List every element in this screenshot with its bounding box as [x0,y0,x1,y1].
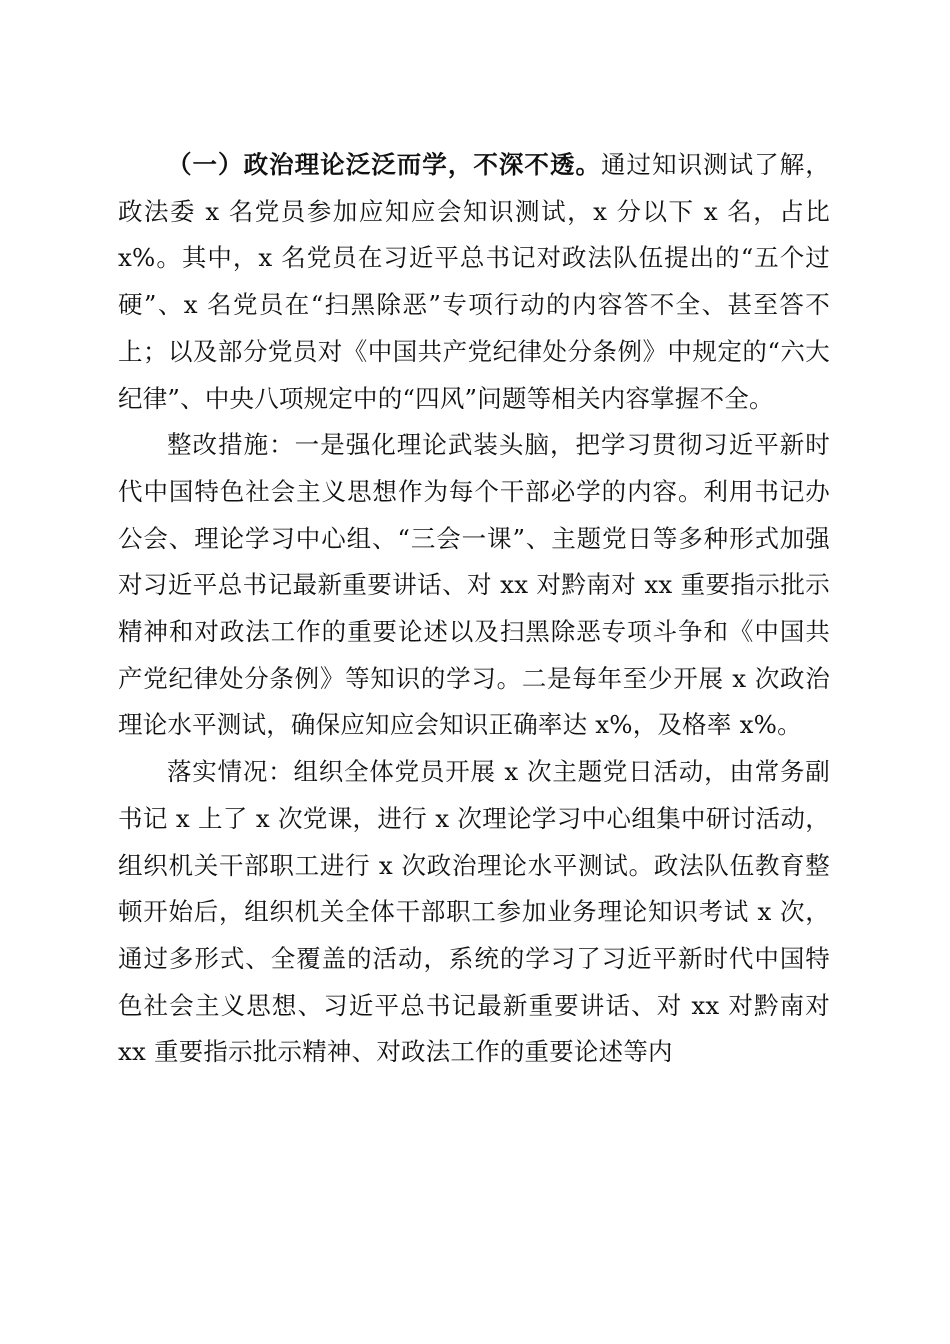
paragraph-measures: 整改措施：一是强化理论武装头脑，把学习贯彻习近平新时代中国特色社会主义思想作为每个干部必学的内容。利用书记办公会、理论学习中心组、“三会一课”、主题党日等多种形式加强对习近平总书记最新重要讲话、对 xx 对黔南对 xx 重要指示批示精神和对政法工作的重要论述以及扫黑除恶专项斗争和《中国共产党纪律处分条例》等知识的学习。二是每年至少开展 x 次政治理论水平测试，确保应知应会知识正确率达 x%，及格率 x%。 [118,430,830,740]
paragraph-implementation: 落实情况：组织全体党员开展 x 次主题党日活动，由常务副书记 x 上了 x 次党课，进行 x 次理论学习中心组集中研讨活动，组织机关干部职工进行 x 次政治理论水平测试。政法队伍教育整顿开始后，组织机关全体干部职工参加业务理论知识考试 x 次，通过多形式、全覆盖的活动，系统的学习了习近平新时代中国特色社会主义思想、习近平总书记最新重要讲话、对 xx 对黔南对 xx 重要指示批示精神、对政法工作的重要论述等内 [118,757,830,1067]
section-heading: （一）政治理论泛泛而学，不深不透。 [167,150,602,179]
document-body [118,142,830,1076]
section-1-body: 通过知识测试了解，政法委 x 名党员参加应知应会知识测试，x 分以下 x 名，占比 x%。其中，x 名党员在习近平总书记对政法队伍提出的“五个过硬”、x 名党员在“扫黑除恶”专项行动的内容答不全、甚至答不上；以及部分党员对《中国共产党纪律处分条例》中规定的“六大纪律”、中央八项规定中的“四风”问题等相关内容掌握不全。 [118,150,830,413]
paragraph-section-1 [118,142,830,422]
